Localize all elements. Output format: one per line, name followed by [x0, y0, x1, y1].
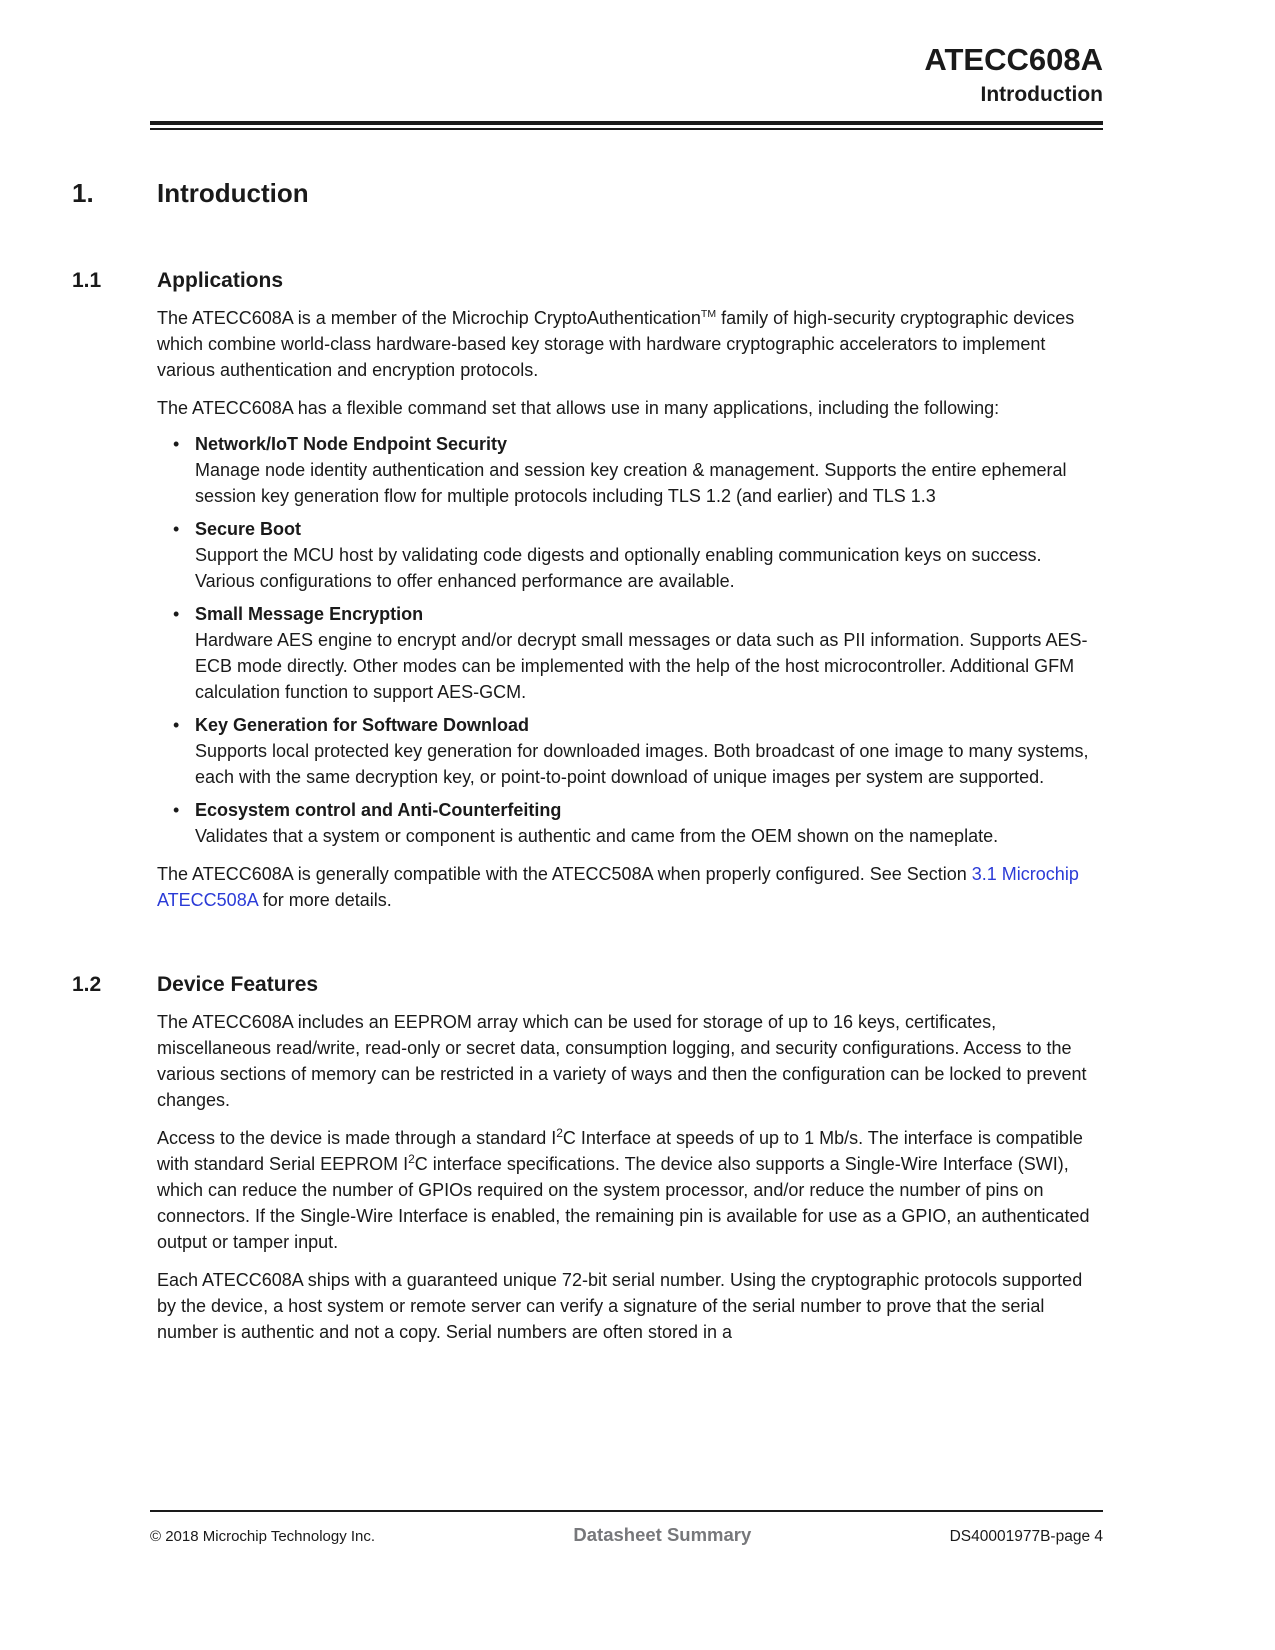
bullet-icon: •: [173, 714, 180, 735]
subsection-title: Device Features: [157, 972, 319, 996]
subsection-applications: [72, 269, 1103, 913]
bullet-body: Manage node identity authentication and session key creation & management. Supports the entire ephemeral session key generation flow for multiple protocols including TLS 1.2 (and earlier) and TLS 1.3: [195, 459, 1067, 506]
paragraph: [157, 1125, 1103, 1255]
paragraph: [157, 305, 1103, 383]
bullet-title: Small Message Encryption: [195, 603, 424, 624]
paragraph-text: The ATECC608A is generally compatible with the ATECC508A when properly configured. See Section: [157, 863, 972, 884]
footer-rule: [150, 1510, 1103, 1512]
list-item: [157, 431, 1103, 509]
list-item: [157, 601, 1103, 705]
paragraph: [157, 861, 1103, 913]
paragraph-text: C interface specifications. The device also supports a Single-Wire Interface (SWI), which can reduce the number of GPIOs required on the system processor, and/or reduce the number of pins on connectors. If the Single-Wire Interface is enabled, the remaining pin is available for use as a GPIO, an authenticated output or tamper input.: [157, 1153, 1090, 1252]
applications-bullet-list: [157, 431, 1103, 849]
paragraph: The ATECC608A has a flexible command set that allows use in many applications, including the following:: [157, 397, 1000, 418]
bullet-icon: •: [173, 518, 180, 539]
document-title: ATECC608A: [924, 42, 1103, 77]
list-item: [157, 712, 1103, 790]
document-type-label: Datasheet Summary: [573, 1524, 752, 1545]
paragraph: The ATECC608A includes an EEPROM array which can be used for storage of up to 16 keys, certificates, miscellaneous read/write, read-only or secret data, consumption logging, and security configurations. Access to the various sections of memory can be restricted in a variety of ways and then the configuration can be locked to prevent changes.: [157, 1011, 1087, 1110]
page-header: [72, 42, 1103, 107]
bullet-title: Secure Boot: [195, 518, 302, 539]
list-item: [157, 797, 1103, 849]
bullet-body: Supports local protected key generation for downloaded images. Both broadcast of one image to many systems, each with the same decryption key, or point-to-point download of unique images per system are supported.: [195, 740, 1089, 787]
i2c-superscript: 2: [556, 1125, 563, 1140]
subsection-title: Applications: [157, 268, 284, 292]
bullet-icon: •: [173, 603, 180, 624]
header-rule: [150, 121, 1103, 130]
bullet-title: Ecosystem control and Anti-Counterfeiting: [195, 799, 562, 820]
page-number: DS40001977B-page 4: [949, 1528, 1103, 1545]
subsection-device-features: [72, 973, 1103, 1345]
section-3-1-link[interactable]: 3.1 Microchip ATECC508A: [157, 863, 1079, 910]
paragraph-text: family of high-security cryptographic devices which combine world-class hardware-based key storage with hardware cryptographic accelerators to implement various authentication and encryption protocols.: [157, 307, 1075, 380]
paragraph-text: C Interface at speeds of up to 1 Mb/s. The interface is compatible with standard Serial EEPROM I: [157, 1127, 1083, 1174]
bullet-body: Validates that a system or component is authentic and came from the OEM shown on the nameplate.: [195, 825, 999, 846]
list-item: [157, 516, 1103, 594]
document-chapter: Introduction: [980, 82, 1103, 106]
bullet-title: Key Generation for Software Download: [195, 714, 530, 735]
bullet-body: Support the MCU host by validating code digests and optionally enabling communication keys on success. Various configurations to offer enhanced performance are available.: [195, 544, 1042, 591]
section-number: 1.: [72, 177, 94, 208]
copyright-notice: © 2018 Microchip Technology Inc.: [150, 1528, 376, 1545]
trademark-superscript: TM: [700, 307, 717, 320]
bullet-title: Network/IoT Node Endpoint Security: [195, 433, 508, 454]
paragraph-text: Access to the device is made through a standard I: [157, 1127, 557, 1148]
bullet-body: Hardware AES engine to encrypt and/or decrypt small messages or data such as PII information. Supports AES-ECB mode directly. Other modes can be implemented with the help of the host microcontroller. Additional GFM calculation function to support AES-GCM.: [195, 629, 1088, 702]
paragraph-text: for more details.: [257, 889, 392, 910]
section-title: Introduction: [157, 177, 309, 208]
i2c-superscript: 2: [408, 1151, 415, 1166]
paragraph-text: The ATECC608A is a member of the Microchip CryptoAuthentication: [157, 307, 701, 328]
bullet-icon: •: [173, 799, 180, 820]
paragraph: Each ATECC608A ships with a guaranteed unique 72-bit serial number. Using the cryptographic protocols supported by the device, a host system or remote server can verify a signature of the serial number to prove that the serial number is authentic and not a copy. Serial numbers are often stored in a: [157, 1269, 1083, 1342]
bullet-icon: •: [173, 433, 180, 454]
section-1-heading: [72, 178, 1103, 209]
page-footer: [72, 1510, 1103, 1546]
subsection-number: 1.1: [72, 268, 102, 292]
subsection-number: 1.2: [72, 972, 102, 996]
